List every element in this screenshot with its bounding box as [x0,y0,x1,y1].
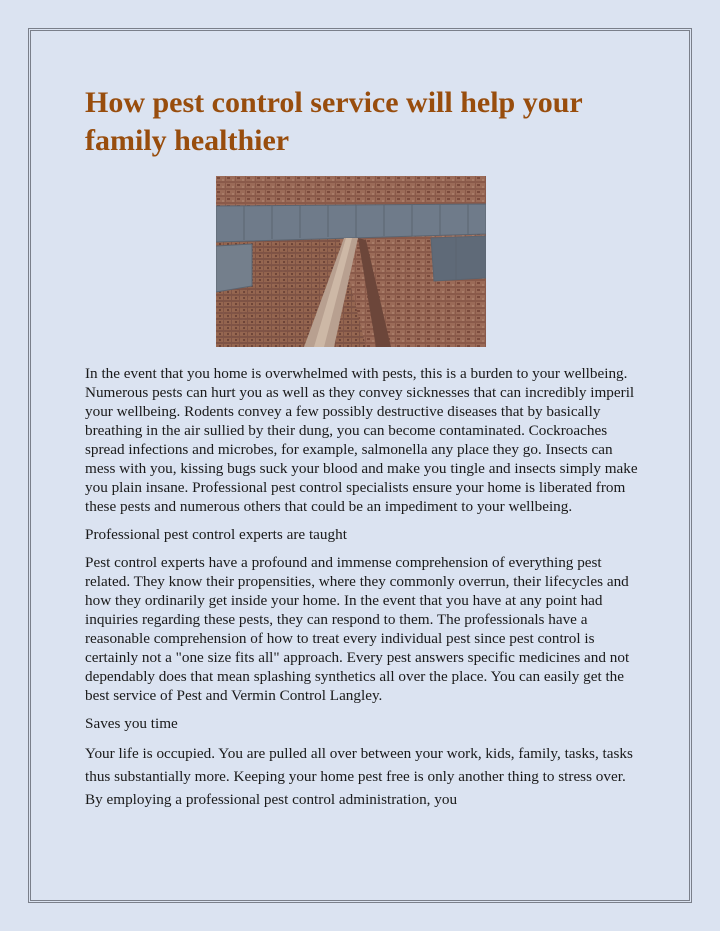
paragraph-intro: In the event that you home is overwhelmed with pests, this is a burden to your wellbeing. Numerous pests can hurt you as well as they convey sicknesses that can incredibly imperil your wellbeing. Rodents convey a few possibly destructive diseases that by basically breathing in the air sullied by their dung, you can become contaminated. Cockroaches spread infections and microbes, for example, salmonella any place they go. Insects can mess with you, kissing bugs suck your blood and make you tingle and insects simply make you plain insane. Professional pest control specialists ensure your home is liberated from these pests and numerous others that could be an impediment to your wellbeing. [85,365,638,515]
article [85,84,640,811]
paragraph-experts: Pest control experts have a profound and immense comprehension of everything pest related. They know their propensities, where they commonly overrun, their lifecycles and how they ordinarily get inside your home. In the event that you have at any point had inquiries regarding these pests, they can respond to them. The professionals have a reasonable comprehension of how to treat every individual pest since pest control is certainly not a "one size fits all" approach. Every pest answers specific medicines and not dependably does that mean splashing synthetics all over the place. You can easily get the best service of Pest and Vermin Control Langley. [85,554,630,704]
paragraph-time: Your life is occupied. You are pulled all over between your work, kids, family, tasks, tasks thus substantially more. Keeping your home pest free is only another thing to stress over. By employing a professional pest control administration, you [85,745,633,808]
subheading-saves-time: Saves you time [85,715,178,732]
article-title: How pest control service will help your family healthier [85,86,583,157]
subheading-experts-taught: Professional pest control experts are taught [85,526,347,543]
roof-with-solar-panels-photo [216,176,486,347]
